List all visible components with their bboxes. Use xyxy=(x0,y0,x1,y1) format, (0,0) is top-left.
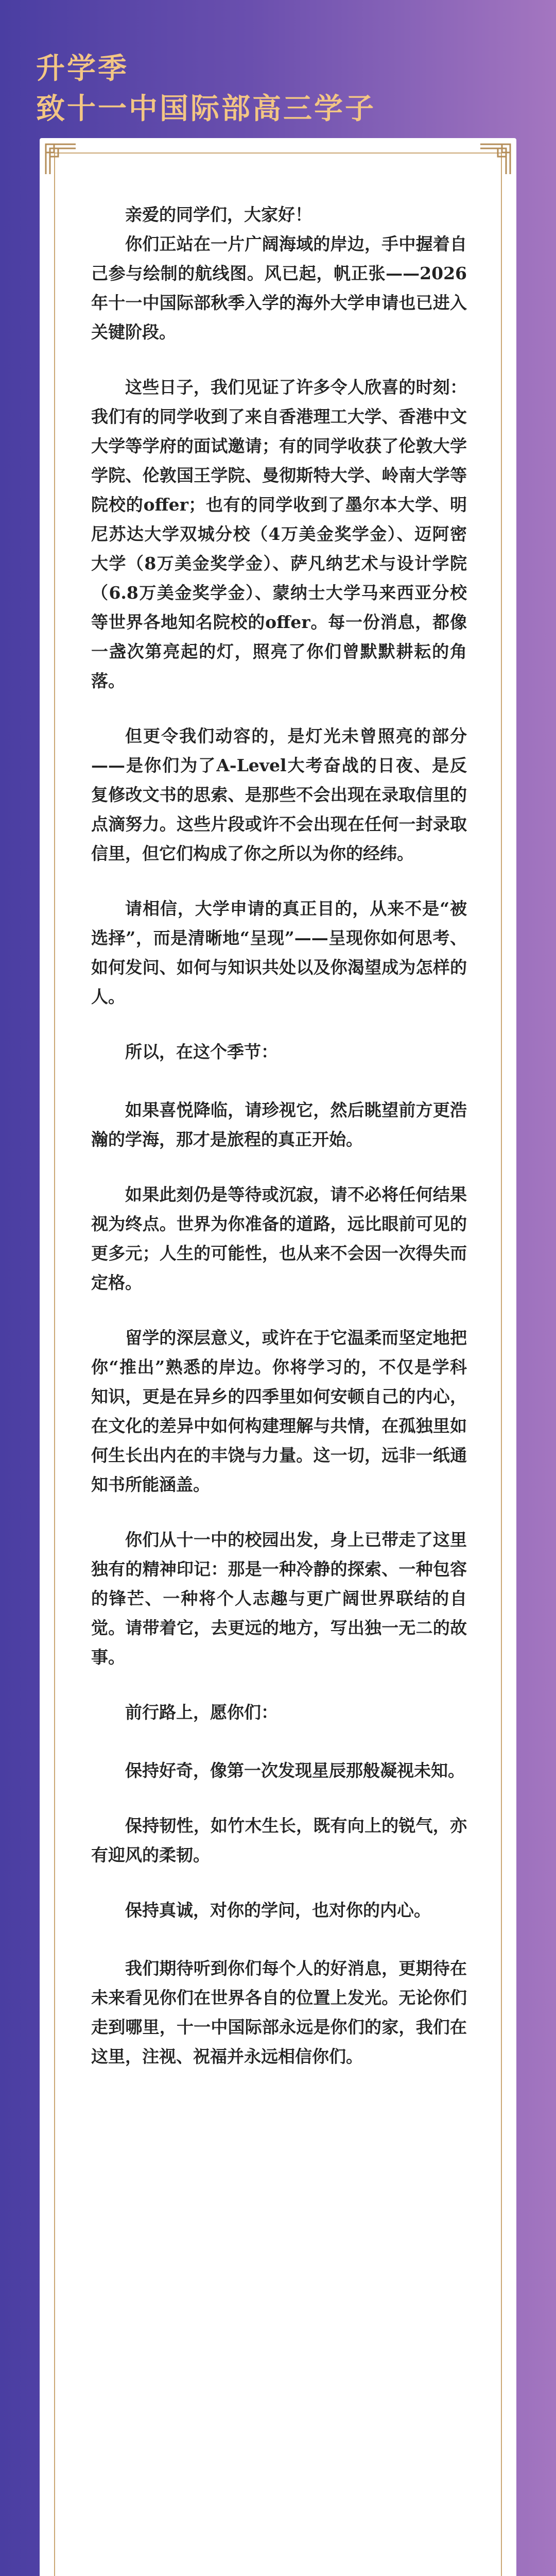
header-title-line1: 升学季 xyxy=(36,52,129,86)
corner-ornament-icon xyxy=(45,143,77,175)
letter-paragraph: 如果此刻仍是等待或沉寂，请不必将任何结果视为终点。世界为你准备的道路，远比眼前可见的更多元；人生的可能性，也从来不会因一次得失而定格。 xyxy=(91,1184,467,1293)
letter-paragraph: 我们期待听到你们每个人的好消息，更期待在未来看见你们在世界各自的位置上发光。无论你们走到哪里，十一中国际部永远是你们的家，我们在这里，注视、祝福并永远相信你们。 xyxy=(91,1958,467,2066)
header-title-line2: 致十一中国际部高三学子 xyxy=(36,92,376,126)
letter-paragraph: 留学的深层意义，或许在于它温柔而坚定地把你“推出”熟悉的岸边。你将学习的，不仅是学科知识，更是在异乡的四季里如何安顿自己的内心，在文化的差异中如何构建理解与共情，在孤独里如何生长出内在的丰饶与力量。这一切，远非一纸通知书所能涵盖。 xyxy=(91,1328,467,1495)
letter-card xyxy=(40,138,516,2576)
letter-paragraph: 保持真诚，对你的学问，也对你的内心。 xyxy=(125,1900,431,1920)
letter-body xyxy=(91,200,467,2097)
corner-ornament-icon xyxy=(479,143,511,175)
letter-paragraph: 你们正站在一片广阔海域的岸边，手中握着自己参与绘制的航线图。风已起，帆正张——2026年十一中国际部秋季入学的海外大学申请也已进入关键阶段。 xyxy=(91,234,467,342)
letter-paragraph: 前行路上，愿你们： xyxy=(125,1702,278,1722)
letter-paragraph: 保持韧性，如竹木生长，既有向上的锐气，亦有迎风的柔韧。 xyxy=(91,1816,467,1865)
letter-paragraph: 这些日子，我们见证了许多令人欣喜的时刻：我们有的同学收到了来自香港理工大学、香港中文大学等学府的面试邀请；有的同学收获了伦敦大学学院、伦敦国王学院、曼彻斯特大学、岭南大学等院校的offer；也有的同学收到了墨尔本大学、明尼苏达大学双城分校（4万美金奖学金）、迈阿密大学（8万美金奖学金）、萨凡纳艺术与设计学院（6.8万美金奖学金）、蒙纳士大学马来西亚分校等世界各地知名院校的offer。每一份消息，都像一盏次第亮起的灯，照亮了你们曾默默耕耘的角落。 xyxy=(91,377,467,691)
letter-paragraph: 你们从十一中的校园出发，身上已带走了这里独有的精神印记：那是一种冷静的探索、一种包容的锋芒、一种将个人志趣与更广阔世界联结的自觉。请带着它，去更远的地方，写出独一无二的故事。 xyxy=(91,1530,467,1667)
letter-paragraph: 保持好奇，像第一次发现星辰那般凝视未知。 xyxy=(125,1760,465,1781)
letter-paragraph: 但更令我们动容的，是灯光未曾照亮的部分——是你们为了A-Level大考奋战的日夜、是反复修改文书的思索、是那些不会出现在录取信里的点滴努力。这些片段或许不会出现在任何一封录取信里，但它们构成了你之所以为你的经纬。 xyxy=(91,726,467,863)
letter-paragraph: 如果喜悦降临，请珍视它，然后眺望前方更浩瀚的学海，那才是旅程的真正开始。 xyxy=(91,1100,467,1149)
letter-greeting: 亲爱的同学们，大家好！ xyxy=(125,205,312,225)
letter-paragraph: 请相信，大学申请的真正目的，从来不是“被选择”，而是清晰地“呈现”——呈现你如何思考、如何发问、如何与知识共处以及你渴望成为怎样的人。 xyxy=(91,899,467,1007)
page-header xyxy=(36,49,520,129)
letter-paragraph: 所以，在这个季节： xyxy=(125,1042,278,1062)
